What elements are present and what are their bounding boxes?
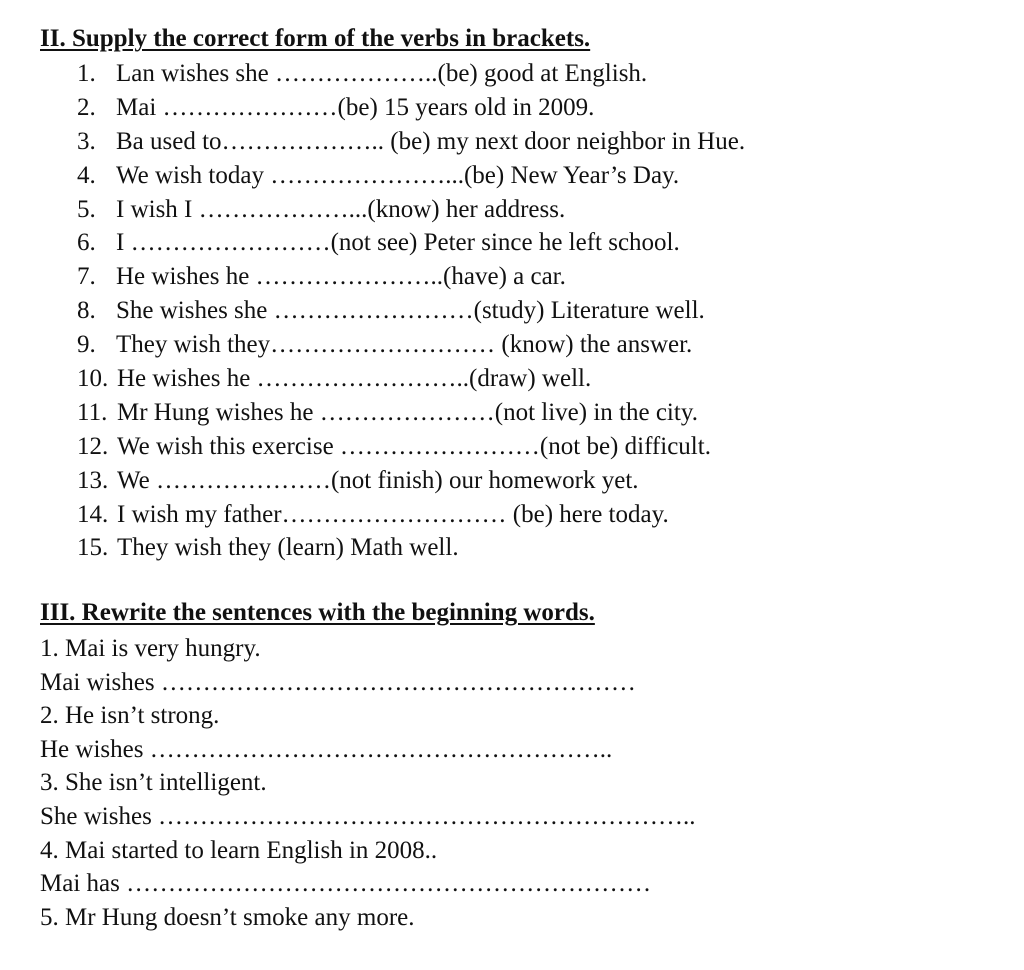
exercise-sentence: I wish my father……………………… (be) here today. <box>117 500 669 528</box>
exercise-sentence: We wish today …………………...(be) New Year’s Day. <box>116 161 680 189</box>
exercise-sentence: I ……………………(not see) Peter since he left school. <box>116 229 680 257</box>
exercise-number: 11. <box>77 398 108 426</box>
rewrite-answer-line: Mai has ……………………………………………………… <box>40 870 652 898</box>
exercise-number: 10. <box>77 365 109 393</box>
exercise-sentence: They wish they (learn) Math well. <box>117 534 459 562</box>
exercise-number: 4. <box>77 161 96 189</box>
exercise-sentence: Ba used to……………….. (be) my next door neighbor in Hue. <box>116 127 746 155</box>
exercise-number: 5. <box>77 195 96 223</box>
exercise-number: 7. <box>77 263 96 291</box>
rewrite-answer-line: She wishes ……………………………………………………….. <box>40 802 696 830</box>
rewrite-answer-line: He wishes ……………………………………………….. <box>40 735 613 763</box>
exercise-number: 6. <box>77 229 96 257</box>
section-3-rewrite-list <box>40 632 696 934</box>
rewrite-prompt: 2. He isn’t strong. <box>40 702 220 730</box>
exercise-sentence: She wishes she ……………………(study) Literature well. <box>116 297 705 325</box>
section-2-heading: II. Supply the correct form of the verbs in brackets. <box>40 25 591 52</box>
exercise-number: 2. <box>77 93 96 121</box>
exercise-sentence: Mai …………………(be) 15 years old in 2009. <box>116 93 595 121</box>
exercise-number: 13. <box>77 466 109 494</box>
rewrite-prompt: 4. Mai started to learn English in 2008.. <box>40 836 438 864</box>
exercise-sentence: I wish I ………………...(know) her address. <box>116 195 566 223</box>
exercise-sentence: We wish this exercise ……………………(not be) difficult. <box>117 432 711 460</box>
exercise-number: 8. <box>77 297 96 325</box>
rewrite-prompt: 1. Mai is very hungry. <box>40 635 261 662</box>
exercise-number: 1. <box>77 60 96 87</box>
rewrite-prompt: 5. Mr Hung doesn’t smoke any more. <box>40 903 415 931</box>
exercise-number: 9. <box>77 331 96 359</box>
rewrite-prompt: 3. She isn’t intelligent. <box>40 769 267 797</box>
exercise-number: 3. <box>77 127 96 155</box>
exercise-sentence: Mr Hung wishes he …………………(not live) in the city. <box>117 398 698 426</box>
exercise-sentence: He wishes he …………………..(have) a car. <box>116 263 566 291</box>
rewrite-answer-line: Mai wishes ………………………………………………… <box>40 668 636 696</box>
exercise-number: 14. <box>77 500 109 528</box>
section-3-heading: III. Rewrite the sentences with the beginning words. <box>40 599 595 626</box>
exercise-sentence: They wish they……………………… (know) the answer. <box>116 331 693 359</box>
exercise-sentence: We …………………(not finish) our homework yet. <box>117 466 639 494</box>
exercise-sentence: He wishes he ……………………..(draw) well. <box>117 365 592 393</box>
exercise-sentence: Lan wishes she ………………..(be) good at English. <box>116 60 648 87</box>
exercise-number: 15. <box>77 534 109 562</box>
exercise-number: 12. <box>77 432 109 460</box>
